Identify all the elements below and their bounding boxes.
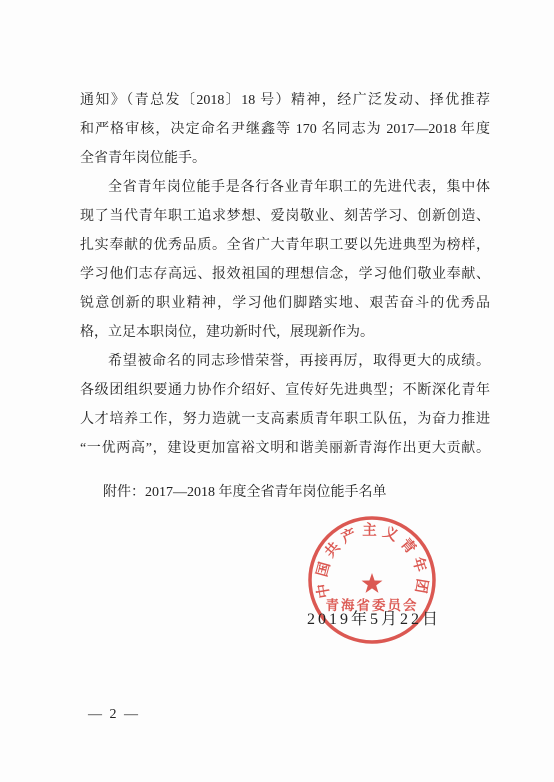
seal-top-text-path: 中国共产主义青年团 <box>314 523 430 600</box>
text-line: 人才培养工作，努力造就一支高素质青年职工队伍，为奋力推进 <box>80 412 490 427</box>
text-line: 和严格审核，决定命名尹继鑫等 170 名同志为 2017—2018 年度 <box>80 122 490 137</box>
text-line: 通知》（青总发〔2018〕18 号）精神，经广泛发动、择优推荐 <box>80 93 490 108</box>
star-icon <box>362 573 383 593</box>
paragraph-3 <box>80 347 490 463</box>
issue-date: 2019年5月22日 <box>307 611 442 628</box>
attachment-note: 附件：2017—2018 年度全省青年岗位能手名单 <box>103 485 387 500</box>
text-line: 格，立足本职岗位，建功新时代，展现新作为。 <box>80 325 374 340</box>
text-line: 各级团组织要通力协作介绍好、宣传好先进典型；不断深化青年 <box>80 383 490 398</box>
text-line: 全省青年岗位能手是各行各业青年职工的先进代表，集中体 <box>108 180 490 195</box>
seal-bottom-text: 青海省委员会 <box>325 598 419 614</box>
paragraph-2 <box>80 173 490 347</box>
text-line: 现了当代青年职工追求梦想、爱岗敬业、刻苦学习、创新创造、 <box>80 209 490 224</box>
text-line: “一优两高”，建设更加富裕文明和谐美丽新青海作出更大贡献。 <box>80 441 490 456</box>
page-number: — 2 — <box>88 707 140 722</box>
text-line: 全省青年岗位能手。 <box>80 151 206 166</box>
text-line: 学习他们志存高远、报效祖国的理想信念，学习他们敬业奉献、 <box>80 267 490 282</box>
text-line: 希望被命名的同志珍惜荣誉，再接再厉，取得更大的成绩。 <box>108 354 490 369</box>
text-line: 扎实奉献的优秀品质。全省广大青年职工要以先进典型为榜样， <box>80 238 490 253</box>
paragraph-1 <box>80 86 490 173</box>
document-body <box>80 86 490 463</box>
text-line: 锐意创新的职业精神，学习他们脚踏实地、艰苦奋斗的优秀品 <box>80 296 490 311</box>
